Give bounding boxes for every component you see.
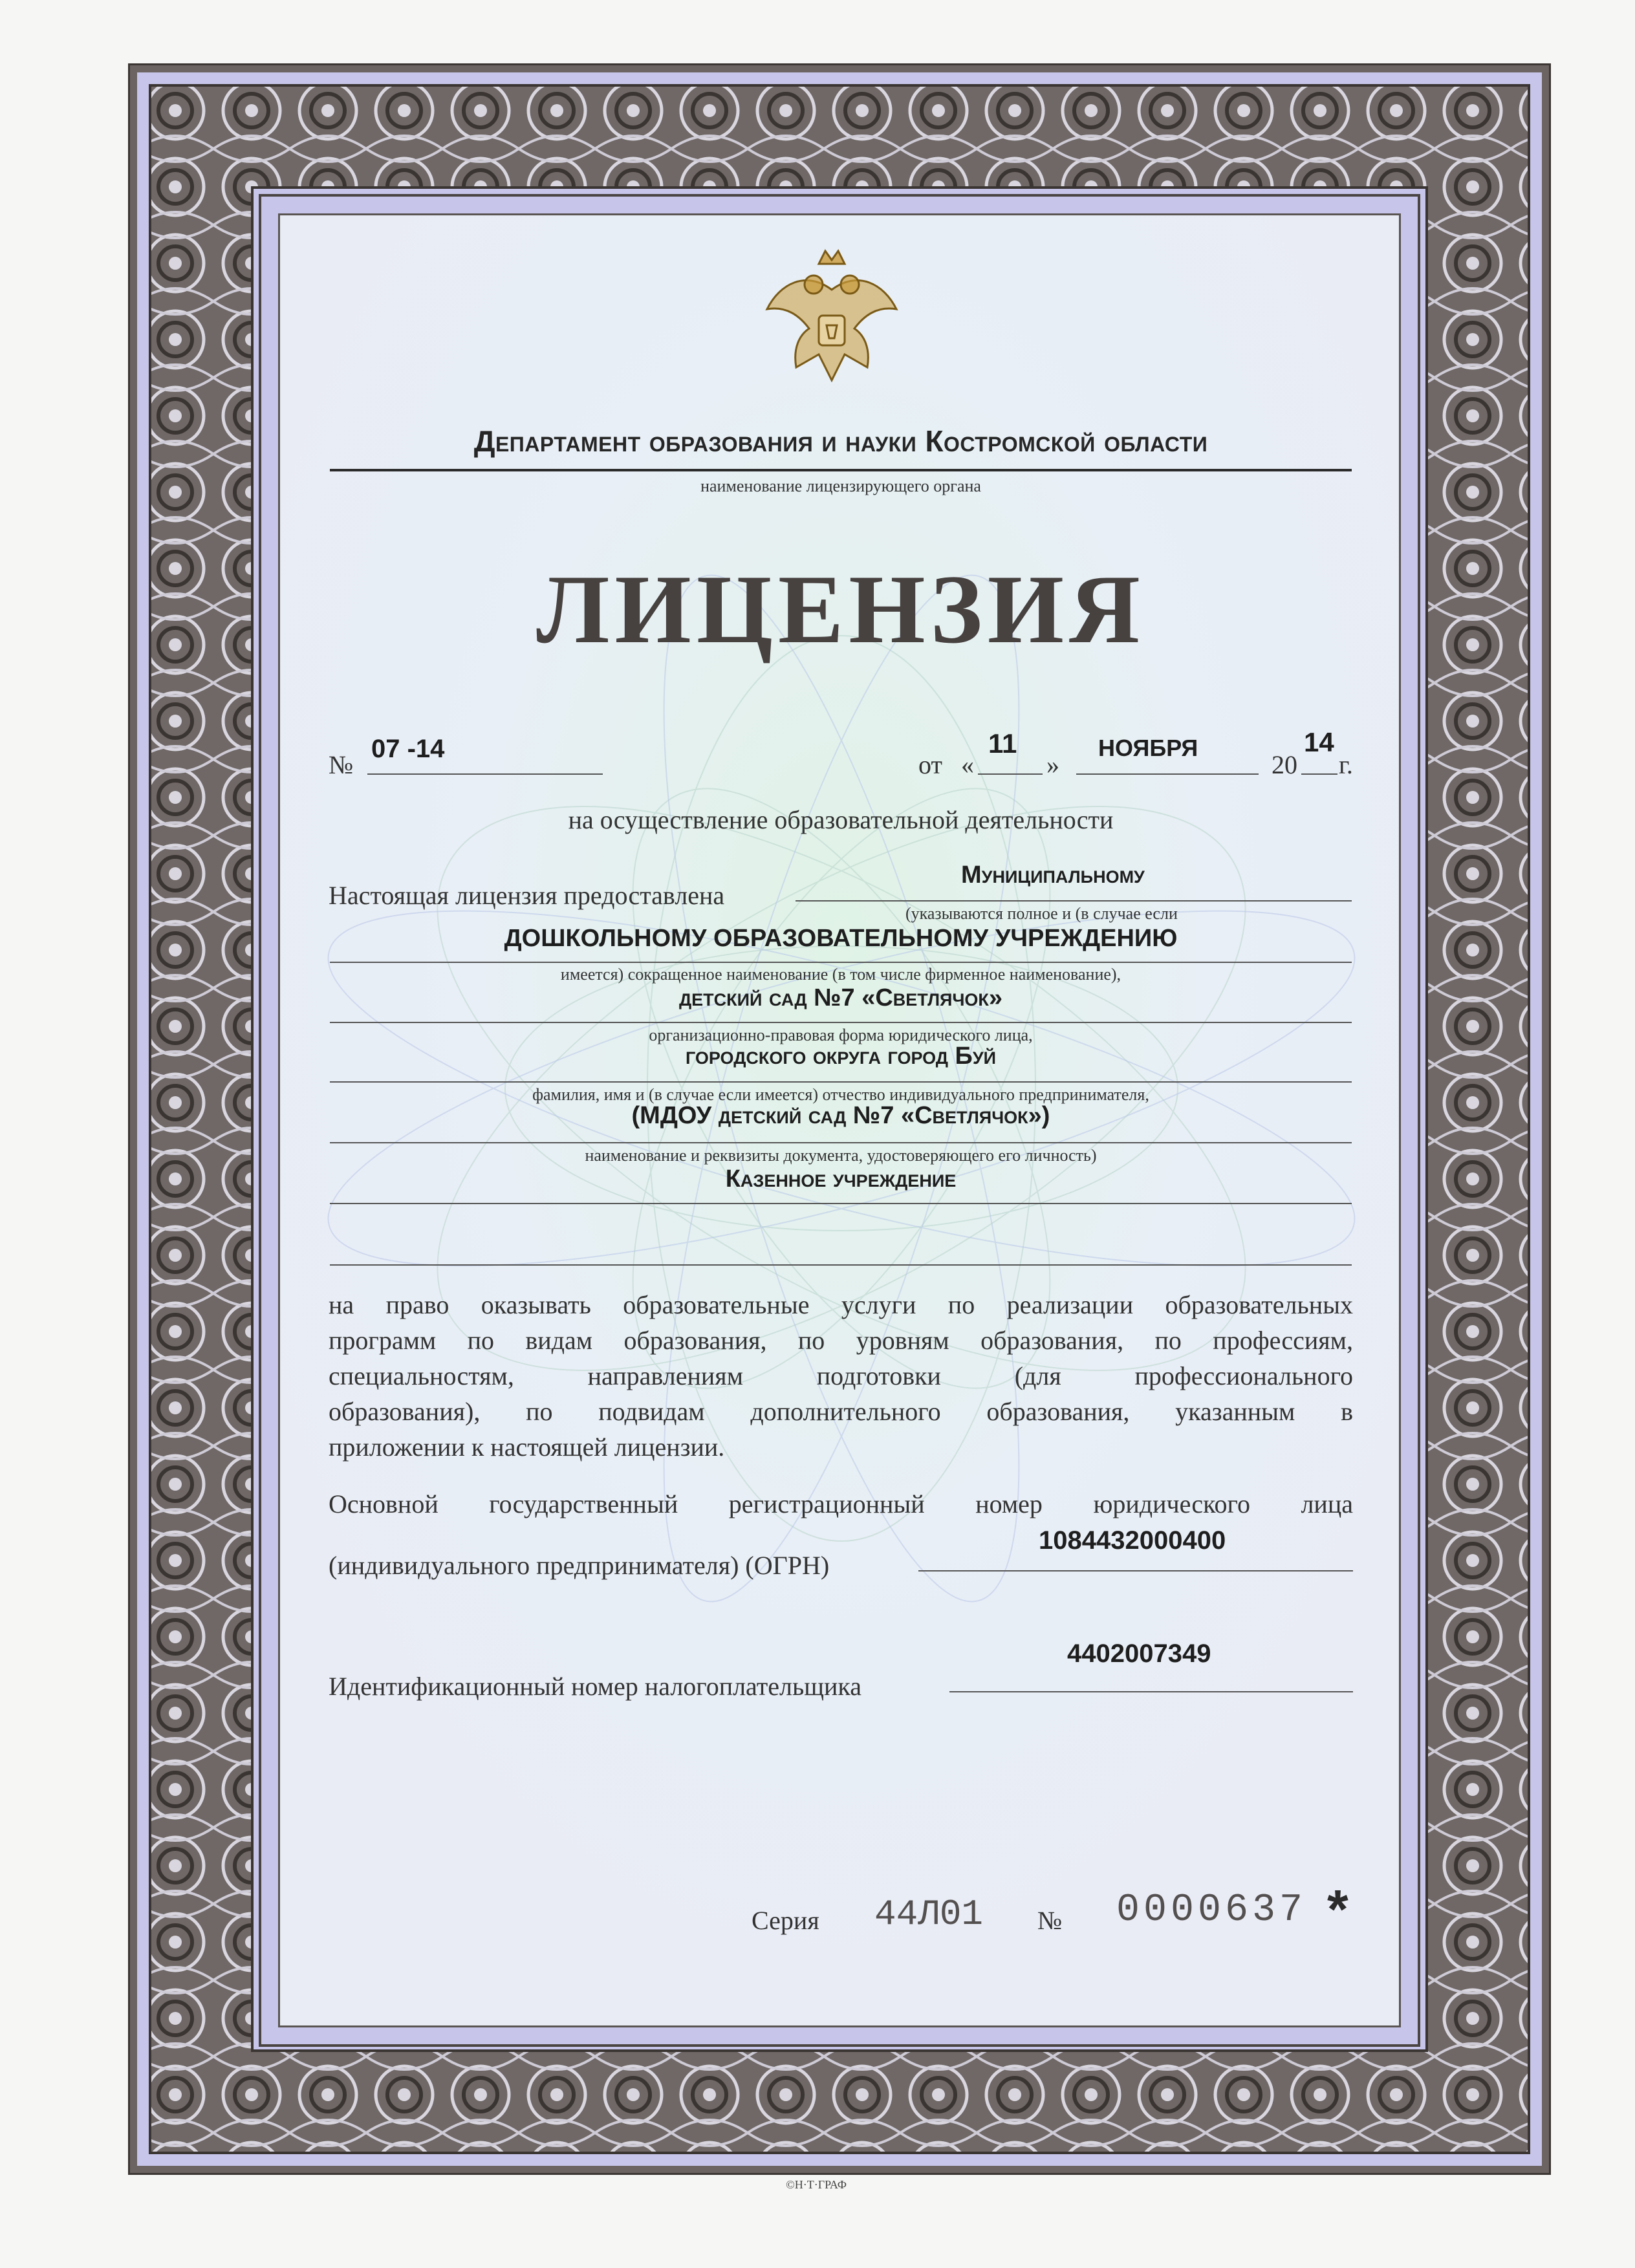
issuer-caption: наименование лицензирующего органа (700, 477, 981, 495)
grantee-line-6-underline (330, 1203, 1352, 1204)
ogrn-label-1: Основной государственный регистрационный номер юридического лица (329, 1489, 1353, 1518)
grantee-line-6: Казенное учреждение (725, 1165, 957, 1193)
license-purpose: на осуществление образовательной деятельности (568, 805, 1114, 834)
grantee-line-3: детский сад №7 «Светлячок» (678, 984, 1003, 1011)
inn-label: Идентификационный номер налогоплательщика (329, 1672, 862, 1701)
series-value: 44Л01 (874, 1894, 984, 1935)
grantee-line-5: (МДОУ детский сад №7 «Светлячок») (631, 1102, 1050, 1129)
grantee-caption-4: фамилия, имя и (в случае если имеется) отчество индивидуального предпринимателя, (532, 1085, 1149, 1104)
grantee-caption-2: имеется) сокращенное наименование (в том числе фирменное наименование), (560, 965, 1121, 984)
year-abbr: г. (1339, 750, 1353, 779)
ogrn-value: 1084432000400 (1039, 1526, 1226, 1555)
grantee-line-4: городского округа город Буй (685, 1042, 997, 1070)
year-prefix: 20 (1272, 750, 1297, 779)
rights-line-3: специальностям, направлениям подготовки (для профессионального (329, 1361, 1353, 1390)
date-open-quote: « (961, 750, 974, 779)
rights-line-4: образования), по подвидам дополнительного образования, указанным в (329, 1397, 1353, 1426)
issuer-name: Департамент образования и науки Костромской области (473, 424, 1208, 458)
day-underline (978, 773, 1043, 775)
ogrn-underline (918, 1570, 1353, 1571)
date-month: НОЯБРЯ (1098, 735, 1198, 761)
printer-credit: ©Н·Т·ГРАФ (786, 2178, 847, 2191)
month-underline (1076, 773, 1259, 775)
grantee-caption-1: (указываются полное и (в случае если (905, 904, 1178, 923)
rights-line-5: приложении к настоящей лицензии. (329, 1432, 725, 1462)
russian-double-headed-eagle-icon (754, 244, 909, 400)
grantee-line-2: ДОШКОЛЬНОМУ ОБРАЗОВАТЕЛЬНОМУ УЧРЕЖДЕНИЮ (504, 925, 1178, 952)
ogrn-label-2: (индивидуального предпринимателя) (ОГРН) (329, 1551, 830, 1580)
date-from-label: от (918, 750, 942, 779)
license-number: 07 -14 (371, 735, 445, 763)
granted-to-label: Настоящая лицензия предоставлена (329, 881, 725, 910)
date-day: 11 (988, 728, 1017, 759)
grantee-line-1: Муниципальному (961, 861, 1145, 889)
grantee-line-4-underline (330, 1081, 1352, 1083)
series-number-label: № (1037, 1906, 1063, 1935)
date-close-quote: » (1046, 750, 1059, 779)
number-underline (367, 773, 603, 775)
series-label: Серия (752, 1906, 819, 1935)
serial-mark: * (1327, 1879, 1348, 1939)
grantee-line-3-underline (330, 1022, 1352, 1023)
inn-underline (949, 1691, 1353, 1692)
year-suffix: 14 (1304, 727, 1334, 757)
grantee-line-2-underline (330, 962, 1352, 963)
rights-line-2: программ по видам образования, по уровням образования, по профессиям, (329, 1326, 1353, 1355)
series-number: 0000637 (1116, 1888, 1307, 1932)
blank-line (330, 1264, 1352, 1266)
grantee-caption-3: организационно-правовая форма юридического лица, (649, 1026, 1033, 1044)
year-underline (1301, 773, 1337, 775)
rights-line-1: на право оказывать образовательные услуги по реализации образовательных (329, 1290, 1353, 1319)
grantee-line-5-underline (330, 1142, 1352, 1143)
grantee-caption-5: наименование и реквизиты документа, удостоверяющего его личность) (585, 1146, 1097, 1165)
number-label: № (329, 750, 354, 779)
grantee-line-1-underline (796, 900, 1352, 902)
issuer-underline (330, 469, 1352, 471)
page-title: ЛИЦЕНЗИЯ (536, 555, 1145, 664)
inn-value: 4402007349 (1067, 1639, 1211, 1668)
